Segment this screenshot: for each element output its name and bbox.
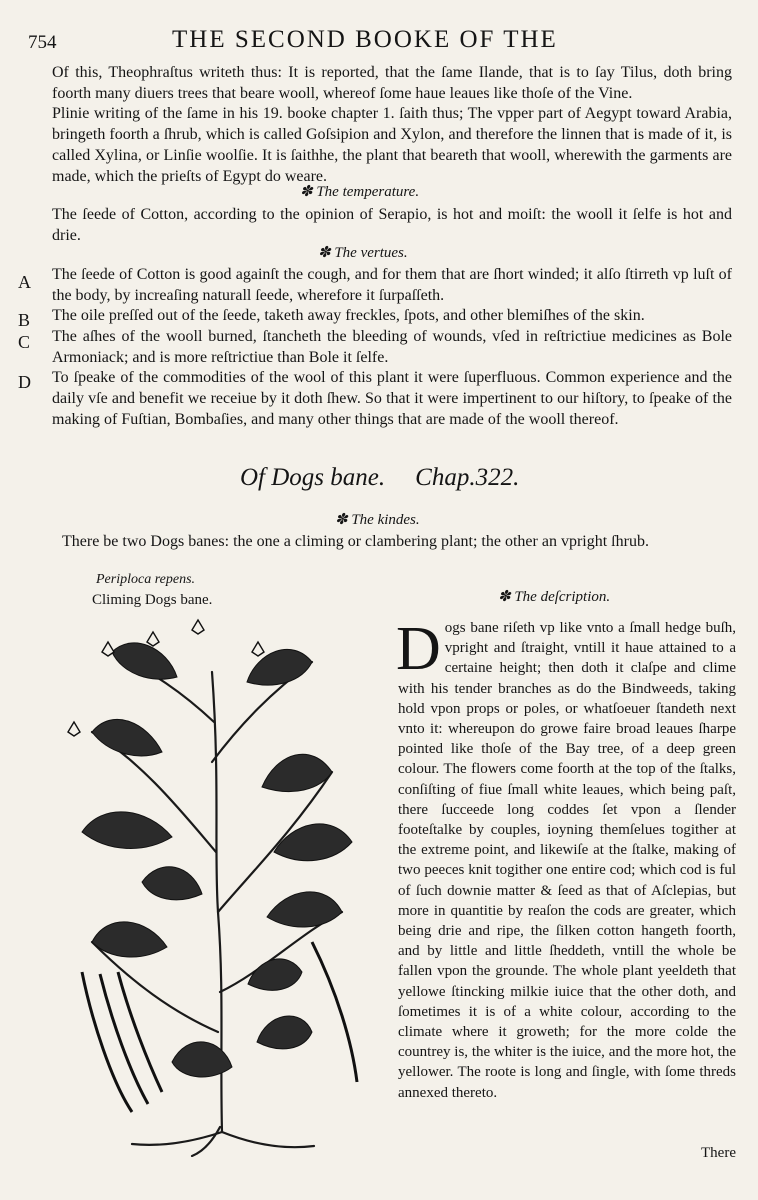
running-head: THE SECOND BOOKE OF THE [172, 26, 558, 53]
margin-letter-d: D [18, 372, 31, 392]
chapter-title [240, 464, 519, 492]
kindes-heading: ✽ The kindes. [335, 512, 420, 528]
chapter-name: Of Dogs bane. [240, 464, 386, 491]
description-text-column [396, 615, 736, 1103]
catchword: There [701, 1145, 736, 1161]
margin-letter-b: B [18, 310, 31, 330]
page-number: 754 [28, 32, 57, 53]
cotton-paragraph-2: Plinie writing of the ſame in his 19. booke chapter 1. ſaith thus; The vpper part of Aegypt toward Arabia, bringeth foorth a ſhrub, which is called Goſsipion and Xylon, and therefore the linnen that is made of it, is called Xylina, or Linſie woolſie. It is ſaithhe, the plant that beareth that wooll, wherewith the garments are made, which the prieſts of Egypt do weare. [52, 105, 732, 185]
figure-latin-name: Periploca repens. [96, 572, 196, 587]
description-heading: ✽ The deſcription. [498, 589, 611, 605]
kindes-text: There be two Dogs banes: the one a climing or clambering plant; the other an vpright ſhrub. [62, 533, 649, 550]
chapter-number: Chap.322. [415, 464, 520, 491]
temperature-heading: ✽ The temperature. [300, 184, 420, 200]
vertue-b-text: The oile preſſed out of the ſeede, taketh away freckles, ſpots, and other blemiſhes of the skin. [52, 307, 645, 324]
figure-english-name: Climing Dogs bane. [92, 592, 213, 608]
vertue-a-text: The ſeede of Cotton is good againſt the cough, and for them that are ſhort winded; it alſo ſtirreth vp luſt of the body, by increaſing naturall ſeede, wherefore it ſurpaſſeth. [52, 266, 732, 304]
margin-letter-c: C [18, 332, 31, 352]
description-text: ogs bane riſeth vp like vnto a ſmall hedge buſh, vpright and ſtraight, vntill it haue attained to a certaine height; then doth it claſpe and clime with his tender branches as do the Bindweeds, taking hold vpon props or poles, or whatſoeuer ſtandeth next vnto it: whereupon do growe faire broad leaues ſharpe pointed like thoſe of the Bay tree, of a deep green colour. The flowers come foorth at the top of the ſtalks, conſiſting of fiue ſmall white leaues, which being paſt, there ſucceede long coddes ſet vpon a ſlender footeſtalke by couples, ioyning themſelues togither at the extreme point, and likewiſe at the ſtalke, making of two peeces knit togither one entire cod; which cod is ful of ſuch downie matter & ſeed as that of Aſclepias, but more in quantitie by reaſon the cods are greater, which being drie and ripe, the ſilken cotton hangeth foorth, and by little and little ſheddeth, vntill the whole be fallen vpon the grounde. The whole plant yeeldeth that yellowe ſtincking milkie iuice that the other doth, and ſometimes it is of a white colour, according to the climate where it groweth; for the more colde the countrey is, the whiter is the iuice, and the more hot, the yellower. The roote is long and ſingle, with ſome threds annexed thereto. [398, 620, 736, 1101]
cotton-paragraph-1: Of this, Theophraſtus writeth thus: It is reported, that the ſame Ilande, that is to ſay Tilus, doth bring foorth many diuers trees that beare wooll, whereof ſome haue leaues like thoſe of the Vine. [52, 64, 732, 102]
vertues-heading: ✽ The vertues. [318, 245, 408, 261]
page-header [22, 26, 737, 56]
vertue-d-text: To ſpeake of the commodities of the wool of this plant it were ſuperfluous. Common experience and the daily vſe and benefit we receiue by it doth ſhew. So that it were impertinent to our hiſtory, to ſpeake of the making of Fuſtian, Bombaſies, and many other things that are made of the wooll thereof. [52, 369, 732, 428]
drop-cap-initial: D [396, 615, 441, 683]
dogs-bane-woodcut-illustration [52, 612, 372, 1157]
temperature-text: The ſeede of Cotton, according to the opinion of Serapio, is hot and moiſt: the wooll it ſelfe is hot and drie. [52, 206, 732, 244]
vertue-c-text: The aſhes of the wooll burned, ſtancheth the bleeding of wounds, vſed in reſtrictiue medicines as Bole Armoniack; and is more reſtrictiue than Bole it ſelfe. [52, 328, 732, 366]
margin-letter-a: A [18, 272, 31, 292]
